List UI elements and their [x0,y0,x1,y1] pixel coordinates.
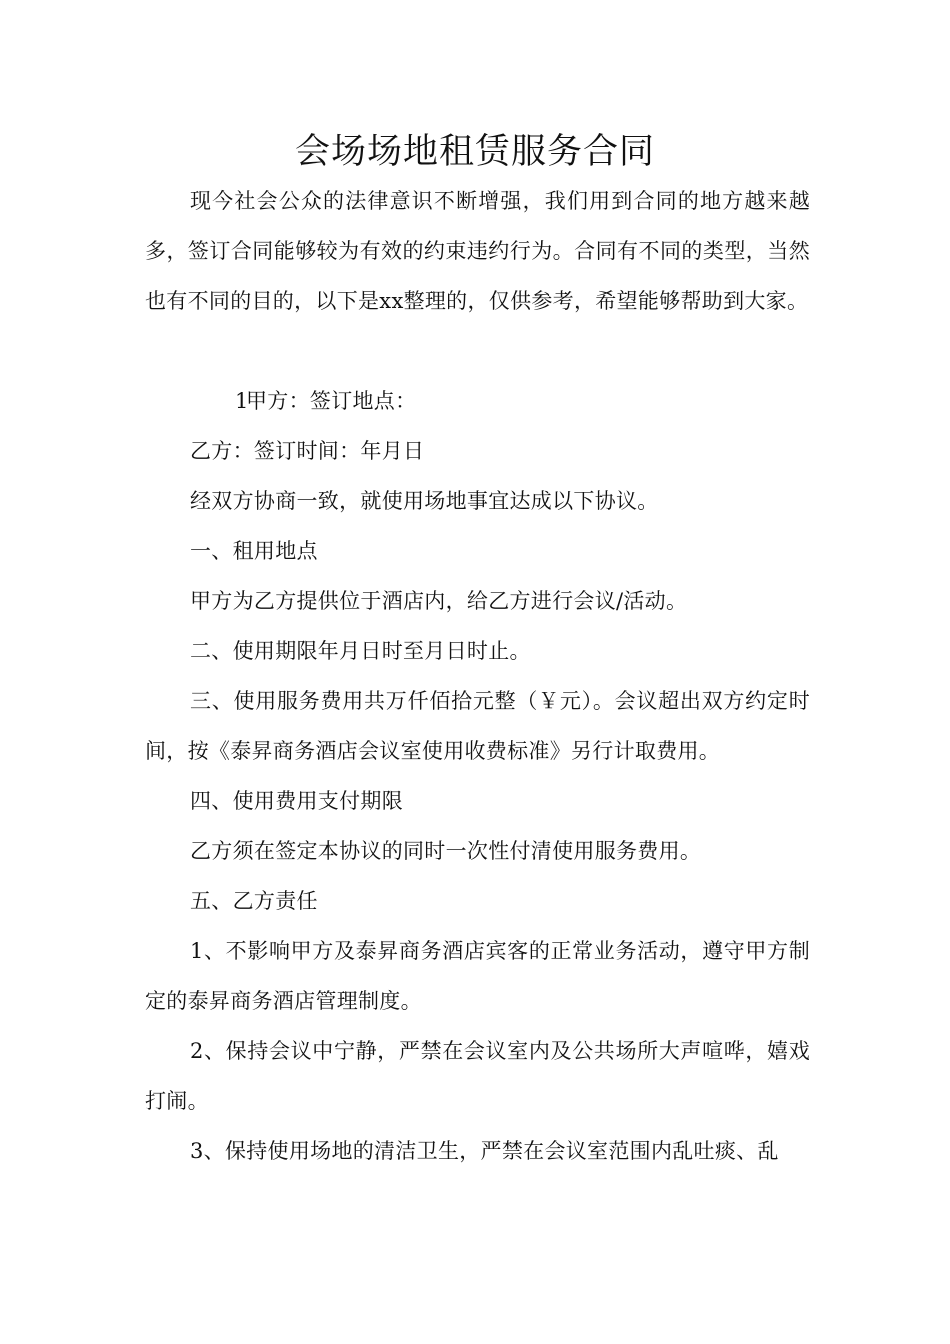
party-a-text: 甲方：签订地点： [246,389,417,413]
document-body [145,176,810,1176]
section-heading-payment: 四、使用费用支付期限 [190,789,403,813]
payment-paragraph: 乙方须在签定本协议的同时一次性付清使用服务费用。 [190,839,702,863]
document-title: 会场场地租赁服务合同 [294,132,655,172]
duty-item-1: 1、不影响甲方及泰昇商务酒店宾客的正常业务活动，遵守甲方制定的泰昇商务酒店管理制度。 [145,939,810,1013]
blank-line [145,326,810,376]
section-period: 二、使用期限年月日时至月日时止。 [190,639,531,663]
section-heading-location: 一、租用地点 [190,539,318,563]
agreement-statement: 经双方协商一致，就使用场地事宜达成以下协议。 [190,489,659,513]
duty-item-3: 3、保持使用场地的清洁卫生，严禁在会议室范围内乱吐痰、乱 [190,1139,779,1163]
section-heading-party-b-duties: 五、乙方责任 [190,889,318,913]
location-paragraph: 甲方为乙方提供位于酒店内，给乙方进行会议/活动。 [190,589,688,613]
intro-paragraph: 现今社会公众的法律意识不断增强，我们用到合同的地方越来越多，签订合同能够较为有效的约束违约行为。合同有不同的类型，当然也有不同的目的，以下是xx整理的，仅供参考，希望能够帮助到大家。 [145,189,810,313]
party-a-line [145,376,810,426]
section-fees: 三、使用服务费用共万仟佰拾元整（￥元）。会议超出双方约定时间，按《泰昇商务酒店会议室使用收费标准》另行计取费用。 [145,689,810,763]
duty-item-2: 2、保持会议中宁静，严禁在会议室内及公共场所大声喧哗，嬉戏打闹。 [145,1039,810,1113]
line-number: 1 [235,389,249,413]
party-b-line: 乙方：签订时间：年月日 [190,439,425,463]
